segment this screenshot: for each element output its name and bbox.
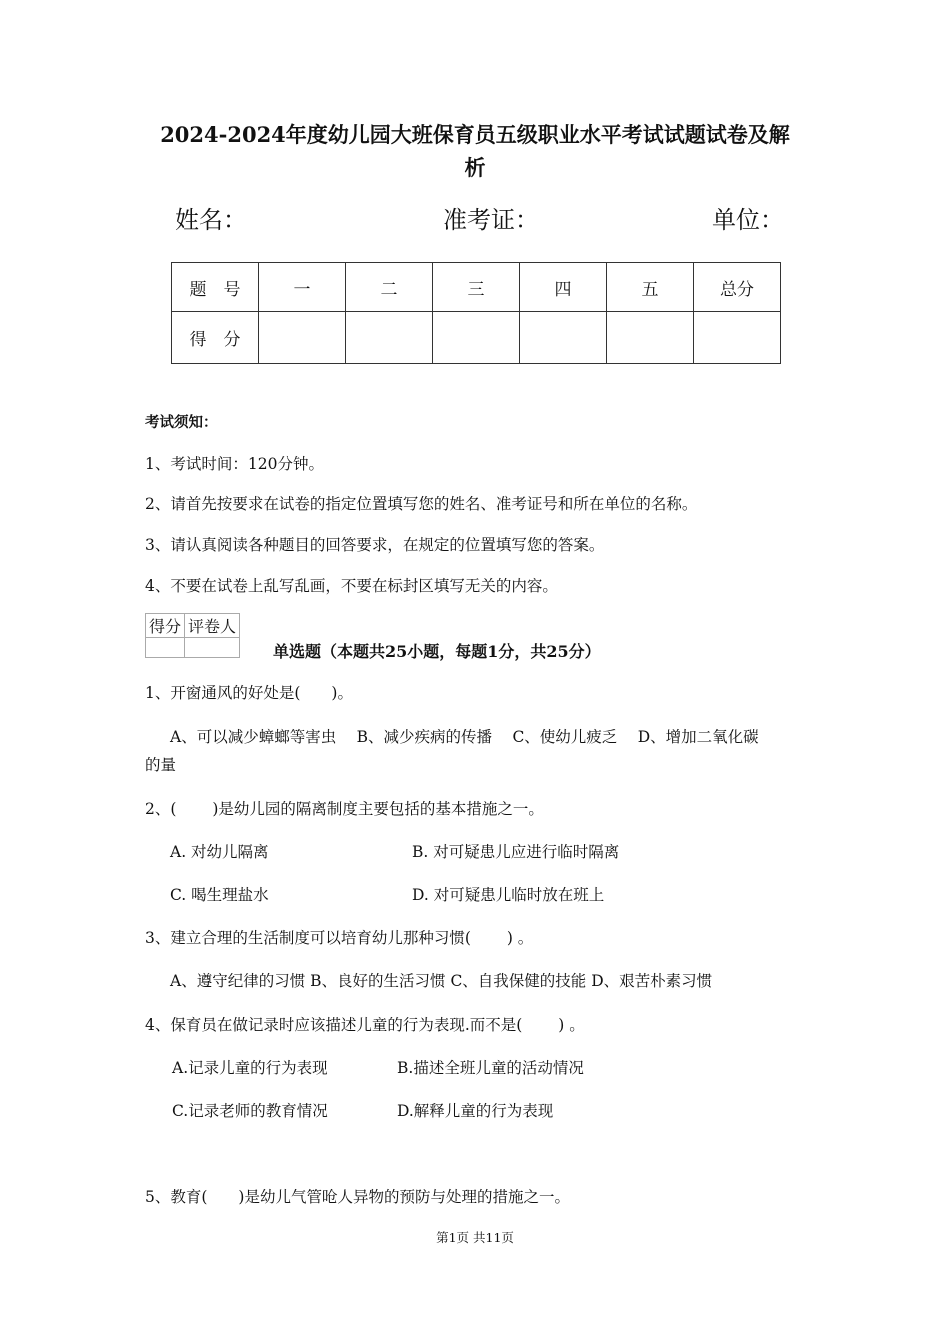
score-cell-5[interactable] bbox=[607, 312, 694, 364]
score-cell-1[interactable] bbox=[259, 312, 346, 364]
q2-option-a: A. 对幼儿隔离 bbox=[170, 843, 269, 861]
section-title: 单选题（本题共25小题，每题1分，共25分） bbox=[273, 642, 601, 661]
q4-stem: 4、保育员在做记录时应该描述儿童的行为表现.而不是( ) 。 bbox=[145, 1016, 585, 1034]
name-field-label: 姓名： bbox=[175, 206, 247, 234]
document-title bbox=[0, 118, 950, 184]
header-cell-4: 四 bbox=[520, 263, 607, 312]
notice-item-1: 1、考试时间：120分钟。 bbox=[145, 455, 324, 473]
notice-heading: 考试须知： bbox=[145, 414, 218, 431]
q4-option-b: B.描述全班儿童的活动情况 bbox=[397, 1059, 584, 1077]
q2-option-b: B. 对可疑患儿应进行临时隔离 bbox=[412, 843, 620, 861]
title-line-1: 2024-2024年度幼儿园大班保育员五级职业水平考试试题试卷及解 bbox=[160, 122, 790, 147]
q1-options-continued: 的量 bbox=[145, 756, 177, 774]
page-footer: 第1页 共11页 bbox=[436, 1230, 514, 1245]
q4-option-d: D.解释儿童的行为表现 bbox=[397, 1102, 554, 1120]
unit-field-label: 单位： bbox=[712, 206, 784, 234]
notice-item-4: 4、不要在试卷上乱写乱画，不要在标封区填写无关的内容。 bbox=[145, 577, 558, 595]
exam-number-field-label: 准考证： bbox=[443, 206, 539, 234]
grader-score-label: 得分 bbox=[146, 614, 185, 638]
score-table-score-row bbox=[172, 312, 781, 364]
grader-name-label: 评卷人 bbox=[185, 614, 240, 638]
q4-option-a: A.记录儿童的行为表现 bbox=[172, 1059, 328, 1077]
q3-options: A、遵守纪律的习惯 B、良好的生活习惯 C、自我保健的技能 D、艰苦朴素习惯 bbox=[170, 972, 713, 990]
q2-stem: 2、( )是幼儿园的隔离制度主要包括的基本措施之一。 bbox=[145, 800, 544, 818]
grader-box bbox=[145, 613, 240, 658]
score-table bbox=[171, 262, 781, 364]
grader-name-cell[interactable] bbox=[185, 638, 240, 658]
q1-options: A、可以减少蟑螂等害虫 B、减少疾病的传播 C、使幼儿疲乏 D、增加二氧化碳 bbox=[170, 728, 759, 746]
score-cell-total[interactable] bbox=[694, 312, 781, 364]
header-cell-3: 三 bbox=[433, 263, 520, 312]
q2-option-d: D. 对可疑患儿临时放在班上 bbox=[412, 886, 605, 904]
notice-item-3: 3、请认真阅读各种题目的回答要求，在规定的位置填写您的答案。 bbox=[145, 536, 605, 554]
q2-option-c: C. 喝生理盐水 bbox=[170, 886, 269, 904]
score-cell-2[interactable] bbox=[346, 312, 433, 364]
header-cell-2: 二 bbox=[346, 263, 433, 312]
header-cell-label: 题 号 bbox=[172, 263, 259, 312]
score-row-label: 得 分 bbox=[172, 312, 259, 364]
q1-stem: 1、开窗通风的好处是( )。 bbox=[145, 684, 353, 702]
title-line-2: 析 bbox=[464, 155, 486, 180]
grader-box-header bbox=[146, 614, 240, 638]
header-cell-total: 总分 bbox=[694, 263, 781, 312]
score-cell-4[interactable] bbox=[520, 312, 607, 364]
score-cell-3[interactable] bbox=[433, 312, 520, 364]
q3-stem: 3、建立合理的生活制度可以培育幼儿那种习惯( ) 。 bbox=[145, 929, 534, 947]
score-table-header-row bbox=[172, 263, 781, 312]
grader-score-cell[interactable] bbox=[146, 638, 185, 658]
grader-box-fill-row bbox=[146, 638, 240, 658]
header-cell-1: 一 bbox=[259, 263, 346, 312]
q5-stem: 5、教育( )是幼儿气管呛人异物的预防与处理的措施之一。 bbox=[145, 1188, 570, 1206]
header-cell-5: 五 bbox=[607, 263, 694, 312]
q4-option-c: C.记录老师的教育情况 bbox=[172, 1102, 328, 1120]
notice-item-2: 2、请首先按要求在试卷的指定位置填写您的姓名、准考证号和所在单位的名称。 bbox=[145, 495, 698, 513]
